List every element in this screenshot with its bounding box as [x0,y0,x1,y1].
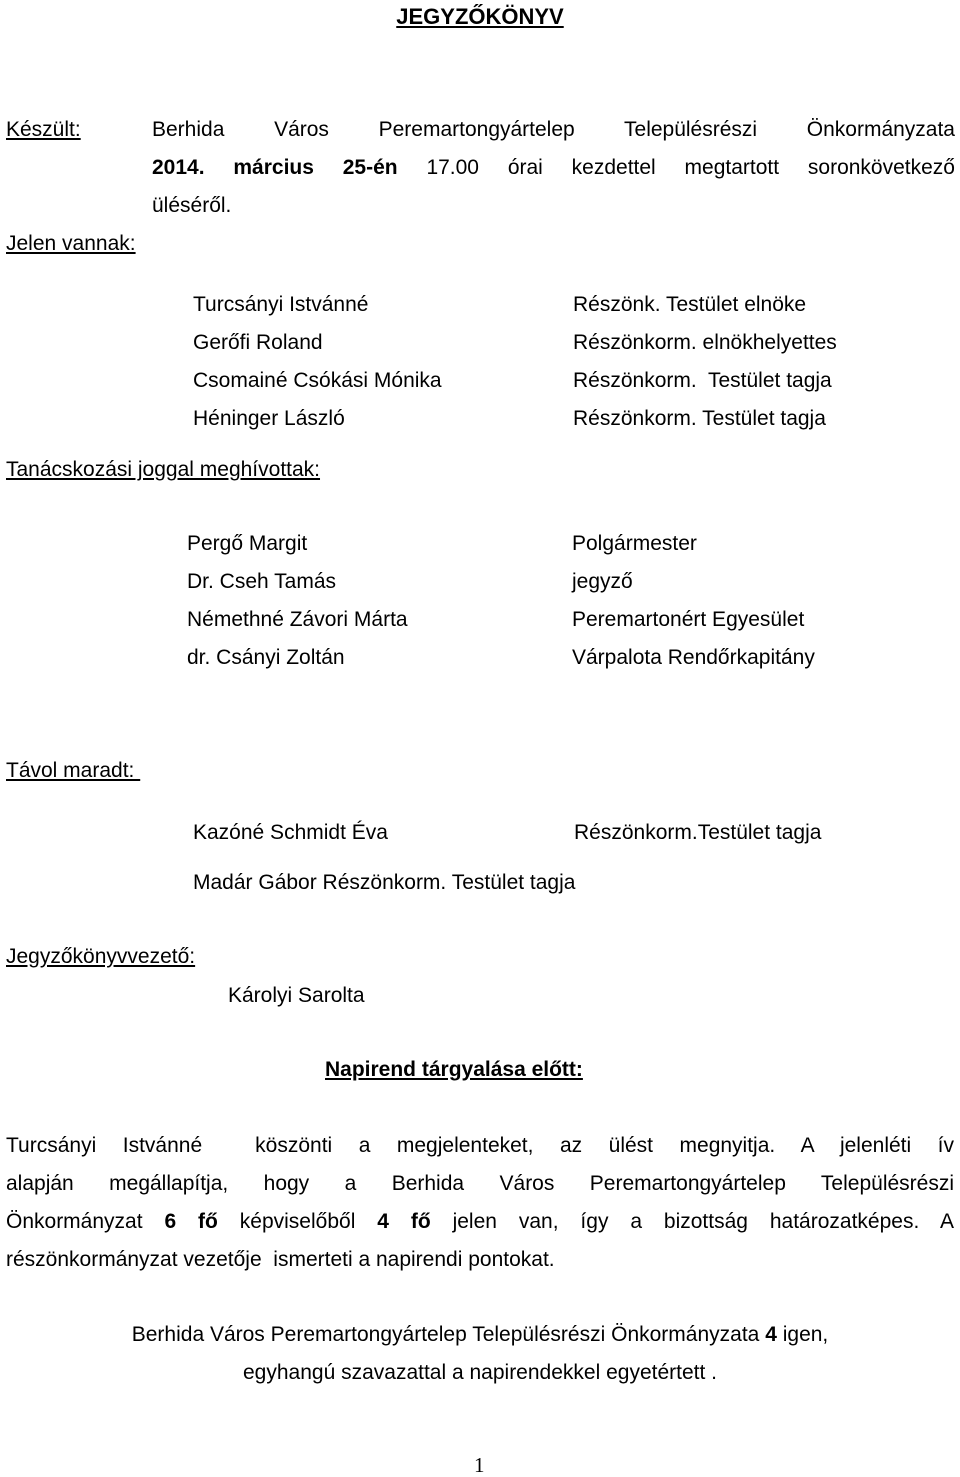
absent-name: Kazóné Schmidt Éva [193,821,388,844]
paragraph-line: Turcsányi Istvánné köszönti a megjelenteket, az ülést megnyitja. A jelenléti ív [6,1134,954,1157]
jelen-member-name: Héninger László [193,407,345,430]
invitee-role: jegyző [572,570,633,593]
jelen-label: Jelen vannak: [6,232,136,255]
absent-member: Madár Gábor Részönkorm. Testület tagja [193,871,576,894]
keszult-line2 [152,155,955,181]
jelen-member-role: Részönkorm. elnökhelyettes [573,331,837,354]
text-span: Berhida Város Peremartongyártelep Településrészi Önkormányzata [131,1323,760,1346]
jelen-member-role: Részönkorm. Testület tagja [573,407,826,430]
invitee-name: Dr. Cseh Tamás [187,570,336,593]
absent-role: Részönkorm.Testület tagja [574,821,822,844]
paragraph-line: részönkormányzat vezetője ismerteti a napirendi pontokat. [6,1248,555,1271]
jelen-member-name: Csomainé Csókási Mónika [193,369,442,392]
napirend-heading: Napirend tárgyalása előtt: [325,1058,583,1081]
invitee-role: Peremartonért Egyesület [572,608,805,631]
jelen-member-role: Részönkorm. Testület tagja [573,369,832,392]
jegyzokonyvvezeto-name: Károlyi Sarolta [228,984,365,1007]
invitee-name: Pergő Margit [187,532,308,555]
text-span: jelen van, így a bizottság határozatképes. A [452,1210,955,1233]
keszult-label: Készült: [6,118,81,141]
invitee-role: Várpalota Rendőrkapitány [572,646,815,669]
page-number: 1 [474,1453,485,1477]
vote-count: 4 [765,1323,777,1346]
resolution-line [0,1322,960,1348]
resolution-line: egyhangú szavazattal a napirendekkel egyetértett . [243,1361,717,1384]
paragraph-line: alapján megállapítja, hogy a Berhida Város Peremartongyártelep Településrészi [6,1172,954,1195]
text-span: képviselőből [239,1210,356,1233]
keszult-line2-rest: 17.00 órai kezdettel megtartott soronkövetkező [426,156,955,179]
jelen-member-name: Gerőfi Roland [193,331,323,354]
paragraph-line [6,1209,954,1235]
keszult-line1: Berhida Város Peremartongyártelep Településrészi Önkormányzata [152,118,955,141]
text-span: Önkormányzat [6,1210,143,1233]
jegyzokonyvvezeto-label: Jegyzőkönyvvezető: [6,945,196,968]
keszult-line3: üléséről. [152,194,232,217]
document-title: JEGYZŐKÖNYV [396,4,564,29]
bold-count: 6 fő [164,1210,218,1233]
tanacskozasi-label: Tanácskozási joggal meghívottak: [6,458,321,481]
invitee-name: Némethné Závori Márta [187,608,408,631]
bold-count: 4 fő [377,1210,431,1233]
text-span: igen, [782,1323,829,1346]
keszult-date: 2014. március 25-én [152,156,398,179]
invitee-name: dr. Csányi Zoltán [187,646,345,669]
tavol-label: Távol maradt: [6,759,141,782]
jelen-member-role: Részönk. Testület elnöke [573,293,807,316]
invitee-role: Polgármester [572,532,697,555]
jelen-member-name: Turcsányi Istvánné [193,293,369,316]
